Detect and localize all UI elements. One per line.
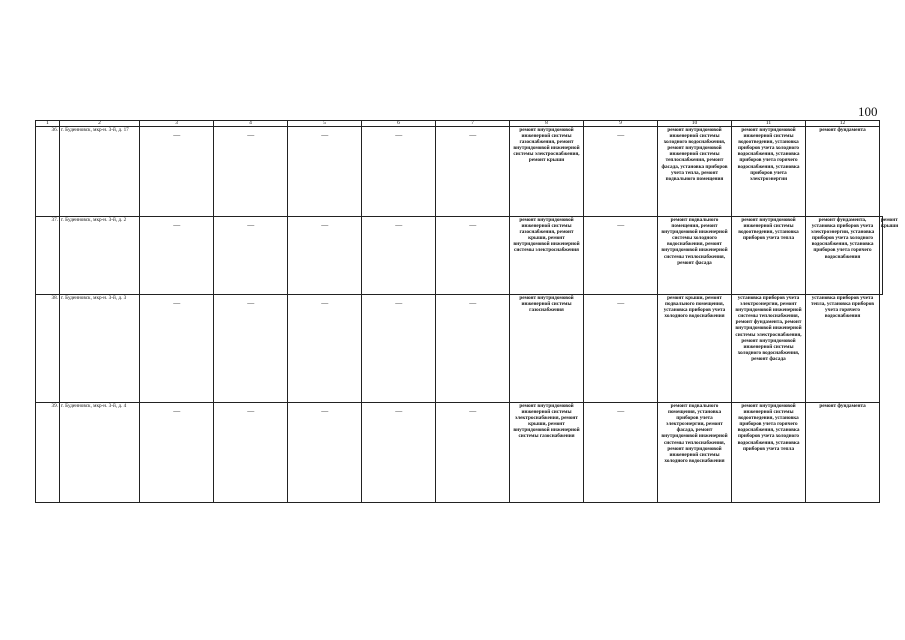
repair-schedule-table <box>35 120 899 503</box>
empty-cell <box>436 403 510 503</box>
works-cell: ремонт крыши <box>880 217 883 295</box>
column-number: 7 <box>436 121 510 127</box>
dash-mark: — <box>321 299 328 307</box>
dash-mark: — <box>247 221 254 229</box>
address-cell: г. Буденновск, мкр-н. 3-й, д. 2 <box>60 217 140 295</box>
empty-cell <box>140 217 214 295</box>
empty-cell <box>288 295 362 403</box>
dash-mark: — <box>617 221 624 229</box>
column-number: 1 <box>36 121 60 127</box>
works-cell: ремонт внутридомовой инженерной системы водоотведения, установка приборов учета горячего водоснабжения, установка приборов учета холодного водоснабжения, установка приборов учета тепла <box>732 403 806 503</box>
empty-cell <box>214 217 288 295</box>
dash-mark: — <box>321 131 328 139</box>
works-cell: ремонт фундамента, установка приборов учета электроэнергии, установка приборов учета холодного водоснабжения, установка приборов учета горячего водоснабжения <box>806 217 880 295</box>
works-cell: ремонт фундамента <box>806 403 880 503</box>
column-number: 6 <box>362 121 436 127</box>
empty-cell <box>436 217 510 295</box>
empty-cell <box>362 403 436 503</box>
works-cell: ремонт подвального помещения, ремонт внутридомовой инженерной системы холодного водоснабжения, ремонт внутридомовой инженерной системы теплоснабжения, ремонт фасада <box>658 217 732 295</box>
empty-cell <box>140 295 214 403</box>
dash-mark: — <box>617 131 624 139</box>
dash-mark: — <box>395 221 402 229</box>
empty-cell <box>584 403 658 503</box>
dash-mark: — <box>247 299 254 307</box>
column-number: 4 <box>214 121 288 127</box>
table-row <box>36 127 883 217</box>
works-cell: ремонт внутридомовой инженерной системы газоснабжения, ремонт крыши, ремонт внутридомовой инженерной системы электроснабжения <box>510 217 584 295</box>
column-number: 10 <box>658 121 732 127</box>
dash-mark: — <box>395 131 402 139</box>
dash-mark: — <box>395 299 402 307</box>
column-number: 12 <box>806 121 880 127</box>
dash-mark: — <box>617 299 624 307</box>
empty-cell <box>584 295 658 403</box>
empty-cell <box>584 217 658 295</box>
empty-cell <box>288 217 362 295</box>
empty-cell <box>214 403 288 503</box>
column-number: 11 <box>732 121 806 127</box>
column-number: 2 <box>60 121 140 127</box>
dash-mark: — <box>395 407 402 415</box>
table-row <box>36 295 883 403</box>
works-cell: ремонт внутридомовой инженерной системы газоснабжения, ремонт внутридомовой инженерной системы электроснабжения, ремонт крыши <box>510 127 584 217</box>
empty-cell <box>288 127 362 217</box>
dash-mark: — <box>173 131 180 139</box>
row-number: 37. <box>36 217 60 295</box>
empty-cell <box>214 295 288 403</box>
table-row <box>36 403 883 503</box>
dash-mark: — <box>247 131 254 139</box>
dash-mark: — <box>321 407 328 415</box>
column-number: 5 <box>288 121 362 127</box>
column-number: 9 <box>584 121 658 127</box>
works-cell: ремонт внутридомовой инженерной системы электроснабжения, ремонт крыши, ремонт внутридомовой инженерной системы газоснабжения <box>510 403 584 503</box>
dash-mark: — <box>469 131 476 139</box>
empty-cell <box>436 127 510 217</box>
works-cell: ремонт внутридомовой инженерной системы водоотведения, установка приборов учета тепла <box>732 217 806 295</box>
works-cell: ремонт крыши, ремонт подвального помещения, установка приборов учета холодного водоснабжения <box>658 295 732 403</box>
page-number: 100 <box>858 104 878 119</box>
dash-mark: — <box>321 221 328 229</box>
column-number: 8 <box>510 121 584 127</box>
column-number: 3 <box>140 121 214 127</box>
works-cell: установка приборов учета электроэнергии, ремонт внутридомовой инженерной системы теплоснабжения, ремонт фундамента, ремонт внутридомовой инженерной системы электроснабжения, ремонт внутридомовой инженерной системы холодного водоснабжения, ремонт фасада <box>732 295 806 403</box>
empty-cell <box>140 403 214 503</box>
works-cell: ремонт внутридомовой инженерной системы газоснабжения <box>510 295 584 403</box>
row-number: 39. <box>36 403 60 503</box>
empty-cell <box>288 403 362 503</box>
works-cell: установка приборов учета тепла, установка приборов учета горячего водоснабжения <box>806 295 880 403</box>
dash-mark: — <box>173 299 180 307</box>
empty-cell <box>362 127 436 217</box>
empty-cell <box>214 127 288 217</box>
dash-mark: — <box>173 221 180 229</box>
dash-mark: — <box>469 299 476 307</box>
empty-cell <box>436 295 510 403</box>
address-cell: г. Буденновск, мкр-н. 3-й, д. 4 <box>60 403 140 503</box>
works-cell: ремонт фундамента <box>806 127 880 217</box>
empty-cell <box>362 295 436 403</box>
empty-cell <box>140 127 214 217</box>
table-row <box>36 217 883 295</box>
address-cell: г. Буденновск, мкр-н. 3-й, д. 17 <box>60 127 140 217</box>
works-cell: ремонт подвального помещения, установка приборов учета электроэнергии, ремонт фасада, ремонт внутридомовой инженерной системы теплоснабжения, ремонт внутридомовой инженерной системы холодного водоснабжения <box>658 403 732 503</box>
dash-mark: — <box>469 407 476 415</box>
dash-mark: — <box>247 407 254 415</box>
address-cell: г. Буденновск, мкр-н. 3-й, д. 3 <box>60 295 140 403</box>
dash-mark: — <box>469 221 476 229</box>
row-number: 36. <box>36 127 60 217</box>
row-number: 38. <box>36 295 60 403</box>
works-cell: ремонт внутридомовой инженерной системы водоотведения, установка приборов учета холодного водоснабжения, установка приборов учета горячего водоснабжения, установка приборов учета электроэнергии <box>732 127 806 217</box>
empty-cell <box>584 127 658 217</box>
dash-mark: — <box>173 407 180 415</box>
works-cell: ремонт внутридомовой инженерной системы холодного водоснабжения, ремонт внутридомовой инженерной системы теплоснабжения, ремонт фасада, установка приборов учета тепла, ремонт подвального помещения <box>658 127 732 217</box>
dash-mark: — <box>617 407 624 415</box>
empty-cell <box>362 217 436 295</box>
